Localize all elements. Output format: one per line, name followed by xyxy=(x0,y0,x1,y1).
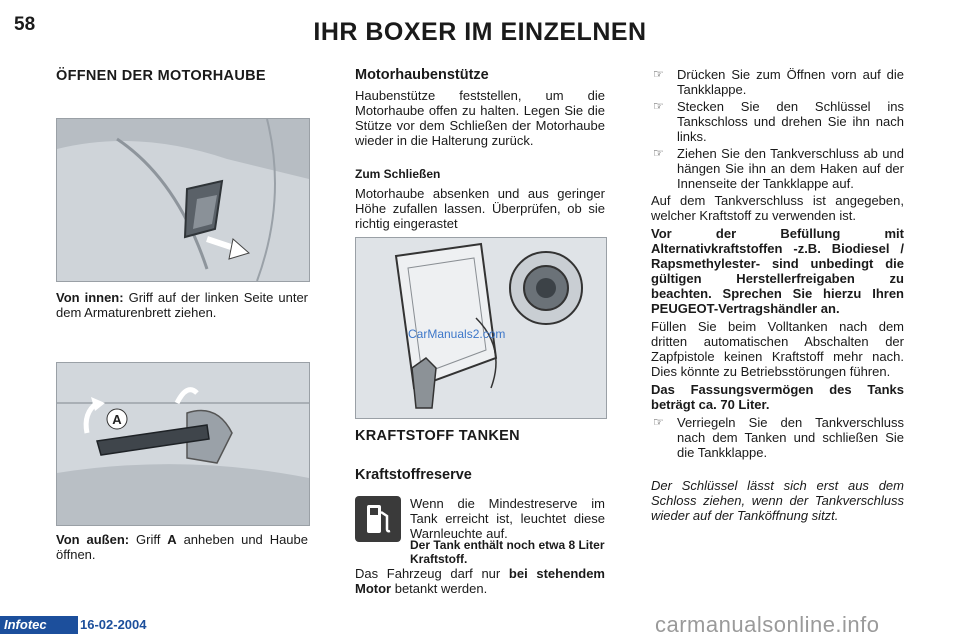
page-title: IHR BOXER IM EINZELNEN xyxy=(313,18,647,46)
caption-inside-text: Griff auf der linken Seite unter dem Armaturenbrett ziehen. xyxy=(56,290,309,320)
caption-outside-text-b: anheben und Haube öffnen. xyxy=(56,532,308,562)
tanken-text-b: betankt werden. xyxy=(391,581,488,596)
caption-outside xyxy=(56,532,308,562)
footer-date: 16-02-2004 xyxy=(80,617,147,632)
tanken-text-a: Das Fahrzeug darf nur xyxy=(355,566,509,581)
bullet-item xyxy=(651,99,904,144)
caption-outside-text-a: Griff xyxy=(129,532,168,547)
page-number: 58 xyxy=(14,14,36,35)
figure-label-a: A xyxy=(112,412,122,427)
note-schluessel: Der Schlüssel lässt sich erst aus dem Schloss ziehen, wenn der Tankverschluss wieder auf der Tanköffnung sitzt. xyxy=(651,478,904,523)
para-tankverschluss: Auf dem Tankverschluss ist angegeben, welcher Kraftstoff zu verwenden ist. xyxy=(651,193,904,223)
warning-alternativkraftstoff: Vor der Befüllung mit Alternativkraftstoffen -z.B. Biodiesel / Rapsmethylester- sind unbedingt die gültigen Herstellerfreigaben zu beachten. Sprechen Sie hierzu Ihren PEUGEOT-Vertragshändler an. xyxy=(651,226,904,316)
hood-release-outside-illustration xyxy=(57,363,309,525)
caption-outside-handle: A xyxy=(167,532,177,547)
para-schliessen: Motorhaube absenken und aus geringer Höhe zufallen lassen. Überprüfen, ob sie richtig eingerastet xyxy=(355,186,605,231)
infotec-logo: Infotec xyxy=(0,616,78,634)
hood-release-inside-illustration xyxy=(57,119,309,281)
heading-kraftstoffreserve: Kraftstoffreserve xyxy=(355,467,472,483)
subheading-schliessen: Zum Schließen xyxy=(355,167,441,181)
pointing-hand-icon: ☞ xyxy=(653,67,664,81)
tank-capacity: Das Fassungsvermögen des Tanks beträgt ca. 70 Liter. xyxy=(651,382,904,412)
pointing-hand-icon: ☞ xyxy=(653,415,664,429)
pointing-hand-icon: ☞ xyxy=(653,99,664,113)
reserve-text: Wenn die Mindestreserve im Tank erreicht ist, leuchtet diese Warnleuchte auf. xyxy=(410,496,605,541)
fuel-warning-icon xyxy=(355,496,401,542)
site-watermark: carmanualsonline.info xyxy=(655,612,880,637)
bullet-item xyxy=(651,67,904,97)
reserve-amount: Der Tank enthält noch etwa 8 Liter Kraftstoff. xyxy=(410,538,605,566)
para-tanken-motor xyxy=(355,566,605,596)
tanken-bold: bei stehendem Motor xyxy=(355,566,605,596)
section-heading-kraftstoff: KRAFTSTOFF TANKEN xyxy=(355,428,520,444)
section-heading-motorhaube: ÖFFNEN DER MOTORHAUBE xyxy=(56,68,266,84)
photo-fuel-cap xyxy=(355,237,607,419)
bullet-text: Ziehen Sie den Tankverschluss ab und hängen Sie ihn an dem Haken auf der Innenseite der Tankklappe auf. xyxy=(677,146,904,191)
photo-hood-release-inside xyxy=(56,118,310,282)
pointing-hand-icon: ☞ xyxy=(653,146,664,160)
photo-hood-release-outside xyxy=(56,362,310,526)
caption-outside-label: Von außen: xyxy=(56,532,130,547)
heading-motorhaubenstuetze: Motorhaubenstütze xyxy=(355,67,489,83)
bullet-item xyxy=(651,146,904,191)
bullet-text: Drücken Sie zum Öffnen vorn auf die Tankklappe. xyxy=(677,67,904,97)
bullet-text: Stecken Sie den Schlüssel ins Tankschloss und drehen Sie ihn nach links. xyxy=(677,99,904,144)
para-volltanken: Füllen Sie beim Volltanken nach dem dritten automatischen Abschalten der Zapfpistole keinen Kraftstoff mehr nach. Dies könnte zu Betriebsstörungen führen. xyxy=(651,319,904,379)
bullet-text: Verriegeln Sie den Tankverschluss nach dem Tanken und schließen Sie die Tankklappe. xyxy=(677,415,904,460)
fuel-cap-illustration xyxy=(356,238,606,418)
para-haubenstuetze: Haubenstütze feststellen, um die Motorhaube offen zu halten. Legen Sie die Stütze vor dem Schließen der Motorhaube wieder in die Halterung zurück. xyxy=(355,88,605,148)
fuel-pump-icon xyxy=(355,496,401,542)
photo-watermark: CarManuals2.com xyxy=(408,327,506,341)
caption-inside xyxy=(56,290,308,320)
caption-inside-label: Von innen: xyxy=(56,290,124,305)
bullet-item xyxy=(651,415,904,460)
column-3 xyxy=(651,67,904,523)
